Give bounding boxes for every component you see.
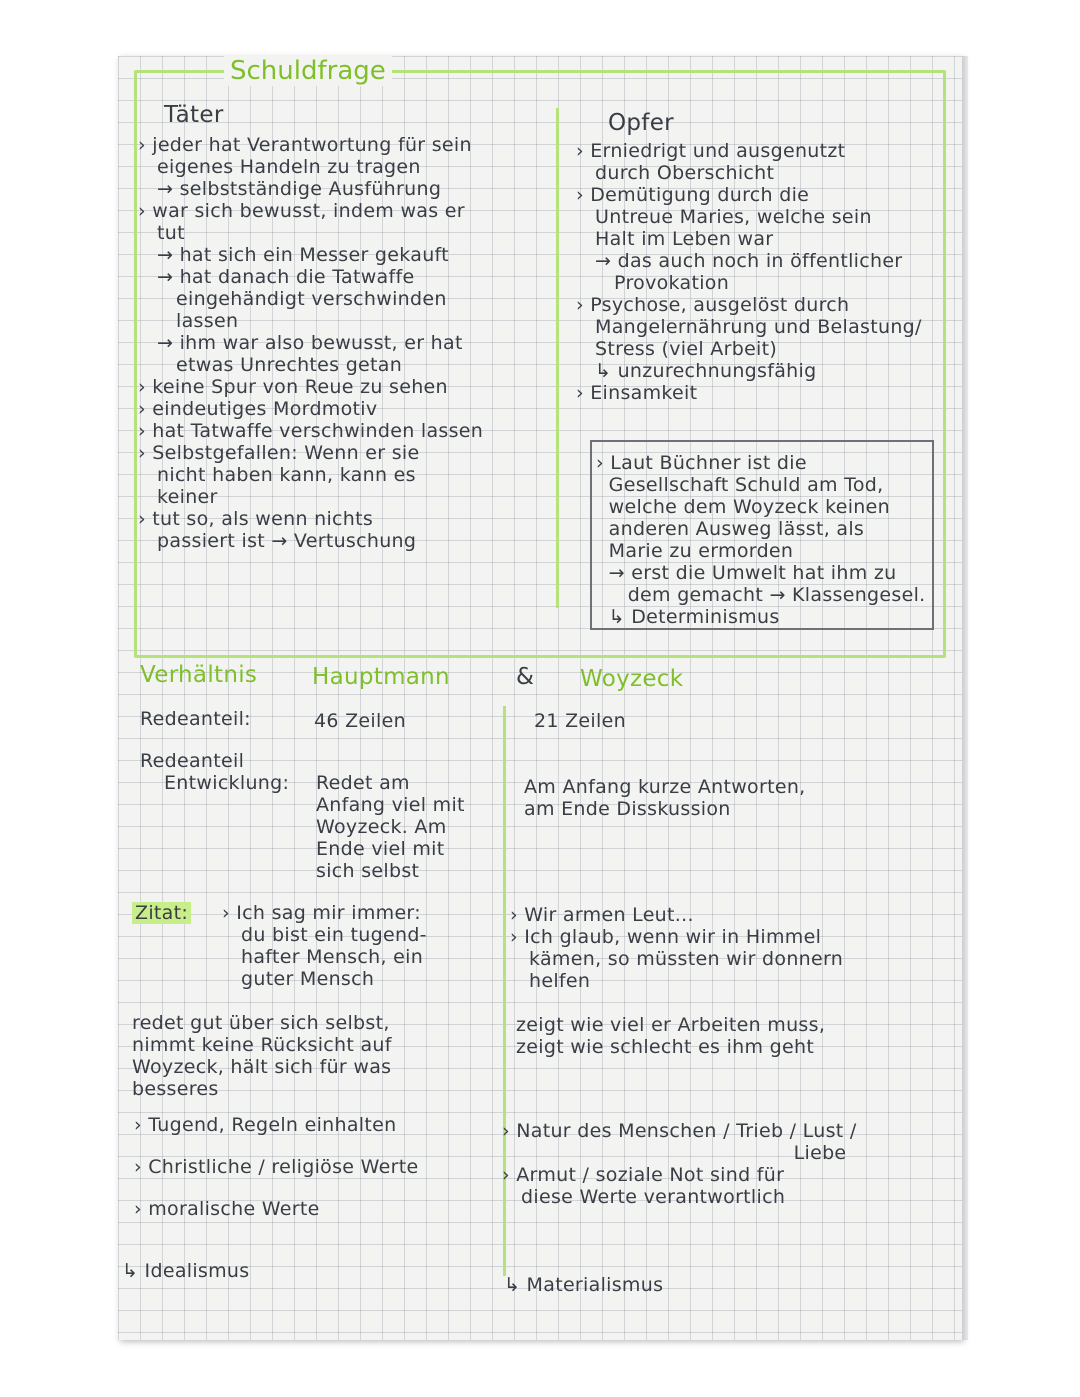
- opfer-line: › Demütigung durch die: [576, 184, 810, 206]
- taeter-line: › Selbstgefallen: Wenn er sie: [138, 442, 420, 464]
- taeter-line: eigenes Handeln zu tragen: [138, 156, 421, 178]
- taeter-line: keiner: [138, 486, 218, 508]
- werte-b-line: › Natur des Menschen / Trieb / Lust /: [502, 1120, 857, 1142]
- desc-hauptmann: [132, 1012, 392, 1100]
- taeter-line: tut: [138, 222, 185, 244]
- opfer-line: › Einsamkeit: [576, 382, 698, 404]
- werte-b-line: diese Werte verantwortlich: [502, 1186, 786, 1208]
- opfer-line: ↳ unzurechnungsfähig: [576, 360, 817, 382]
- buechner-line: ↳ Determinismus: [596, 606, 780, 628]
- taeter-list: [138, 134, 483, 552]
- opfer-line: Stress (viel Arbeit): [576, 338, 778, 360]
- werte-b-line: › Armut / soziale Not sind für: [502, 1164, 785, 1186]
- desc-a-line: nimmt keine Rücksicht auf: [132, 1034, 392, 1056]
- verhaeltnis-title-prefix: Verhältnis: [140, 662, 258, 688]
- opfer-line: → das auch noch in öffentlicher: [576, 250, 903, 272]
- buechner-line: dem gemacht → Klassengesel.: [596, 584, 926, 606]
- taeter-line: › eindeutiges Mordmotiv: [138, 398, 378, 420]
- taeter-line: › war sich bewusst, indem was er: [138, 200, 465, 222]
- taeter-line: › jeder hat Verantwortung für sein: [138, 134, 472, 156]
- zitat-b-line: › Ich glaub, wenn wir in Himmel: [510, 926, 822, 948]
- entwicklung-hauptmann: [316, 772, 465, 882]
- zitat-b-line: › Wir armen Leut...: [510, 904, 694, 926]
- taeter-line: › hat Tatwaffe verschwinden lassen: [138, 420, 484, 442]
- buechner-line: welche dem Woyzeck keinen: [596, 496, 890, 518]
- werte-hauptmann: [134, 1114, 418, 1220]
- desc-woyzeck: [516, 1014, 825, 1058]
- desc-a-line: Woyzeck, hält sich für was: [132, 1056, 392, 1078]
- zitat-a-line: du bist ein tugend-: [222, 924, 427, 946]
- taeter-line: › keine Spur von Reue zu sehen: [138, 376, 448, 398]
- verhaeltnis-title-a: Hauptmann: [312, 664, 450, 690]
- buechner-text: [596, 452, 926, 628]
- verhaeltnis-title-amp: &: [516, 664, 535, 690]
- redeanteil-label: Redeanteil:: [140, 708, 251, 730]
- entwicklung-b-line: am Ende Disskussion: [524, 798, 731, 820]
- opfer-line: durch Oberschicht: [576, 162, 775, 184]
- zitat-label: [132, 902, 191, 924]
- taeter-line: eingehändigt verschwinden: [138, 288, 447, 310]
- zitat-a-line: hafter Mensch, ein: [222, 946, 424, 968]
- verhaeltnis-title-b: Woyzeck: [580, 666, 684, 692]
- werte-a-line: › Christliche / religiöse Werte: [134, 1156, 419, 1178]
- zitat-a-line: › Ich sag mir immer:: [222, 902, 421, 924]
- materialismus: ↳ Materialismus: [504, 1274, 664, 1296]
- notebook-page: [118, 56, 962, 1340]
- werte-b-line: Liebe: [502, 1142, 847, 1164]
- buechner-line: › Laut Büchner ist die: [596, 452, 807, 474]
- zitat-b-line: kämen, so müssten wir donnern: [510, 948, 844, 970]
- buechner-line: anderen Ausweg lässt, als: [596, 518, 865, 540]
- entwicklung-label-2: Entwicklung:: [164, 772, 290, 794]
- werte-a-line: › moralische Werte: [134, 1198, 320, 1220]
- taeter-line: passiert ist → Vertuschung: [138, 530, 417, 552]
- taeter-line: nicht haben kann, kann es: [138, 464, 416, 486]
- taeter-line: → ihm war also bewusst, er hat: [138, 332, 463, 354]
- desc-b-line: zeigt wie viel er Arbeiten muss,: [516, 1014, 826, 1036]
- entwicklung-a-line: sich selbst: [316, 860, 420, 882]
- desc-a-line: redet gut über sich selbst,: [132, 1012, 390, 1034]
- werte-woyzeck: [502, 1120, 857, 1208]
- werte-a-line: › Tugend, Regeln einhalten: [134, 1114, 397, 1136]
- column-divider: [556, 108, 559, 608]
- zitat-b-line: helfen: [510, 970, 591, 992]
- opfer-heading: Opfer: [608, 110, 674, 136]
- zitat-a-line: guter Mensch: [222, 968, 375, 990]
- desc-b-line: zeigt wie schlecht es ihm geht: [516, 1036, 815, 1058]
- taeter-line: → hat sich ein Messer gekauft: [138, 244, 449, 266]
- buechner-line: → erst die Umwelt hat ihm zu: [596, 562, 897, 584]
- taeter-line: etwas Unrechtes getan: [138, 354, 403, 376]
- entwicklung-a-line: Ende viel mit: [316, 838, 445, 860]
- entwicklung-a-line: Anfang viel mit: [316, 794, 465, 816]
- buechner-line: Gesellschaft Schuld am Tod,: [596, 474, 884, 496]
- redeanteil-woyzeck: 21 Zeilen: [534, 710, 626, 732]
- taeter-line: → hat danach die Tatwaffe: [138, 266, 415, 288]
- entwicklung-label-1: Redeanteil: [140, 750, 245, 772]
- redeanteil-hauptmann: 46 Zeilen: [314, 710, 406, 732]
- desc-a-line: besseres: [132, 1078, 219, 1100]
- taeter-heading: Täter: [164, 102, 224, 128]
- opfer-line: › Erniedrigt und ausgenutzt: [576, 140, 846, 162]
- opfer-line: › Psychose, ausgelöst durch: [576, 294, 850, 316]
- buechner-line: Marie zu ermorden: [596, 540, 794, 562]
- opfer-line: Untreue Maries, welche sein: [576, 206, 872, 228]
- taeter-line: › tut so, als wenn nichts: [138, 508, 374, 530]
- opfer-line: Halt im Leben war: [576, 228, 774, 250]
- taeter-line: → selbstständige Ausführung: [138, 178, 442, 200]
- opfer-line: Provokation: [576, 272, 730, 294]
- entwicklung-woyzeck: [524, 776, 806, 820]
- opfer-list: [576, 140, 922, 404]
- entwicklung-b-line: Am Anfang kurze Antworten,: [524, 776, 806, 798]
- schuldfrage-title: Schuldfrage: [224, 56, 392, 86]
- taeter-line: lassen: [138, 310, 239, 332]
- opfer-line: Mangelernährung und Belastung/: [576, 316, 922, 338]
- entwicklung-a-line: Woyzeck. Am: [316, 816, 447, 838]
- zitat-hauptmann: [222, 902, 427, 990]
- idealismus: ↳ Idealismus: [122, 1260, 250, 1282]
- entwicklung-a-line: Redet am: [316, 772, 410, 794]
- zitat-label-text: Zitat:: [132, 902, 191, 924]
- zitat-woyzeck: [510, 904, 843, 992]
